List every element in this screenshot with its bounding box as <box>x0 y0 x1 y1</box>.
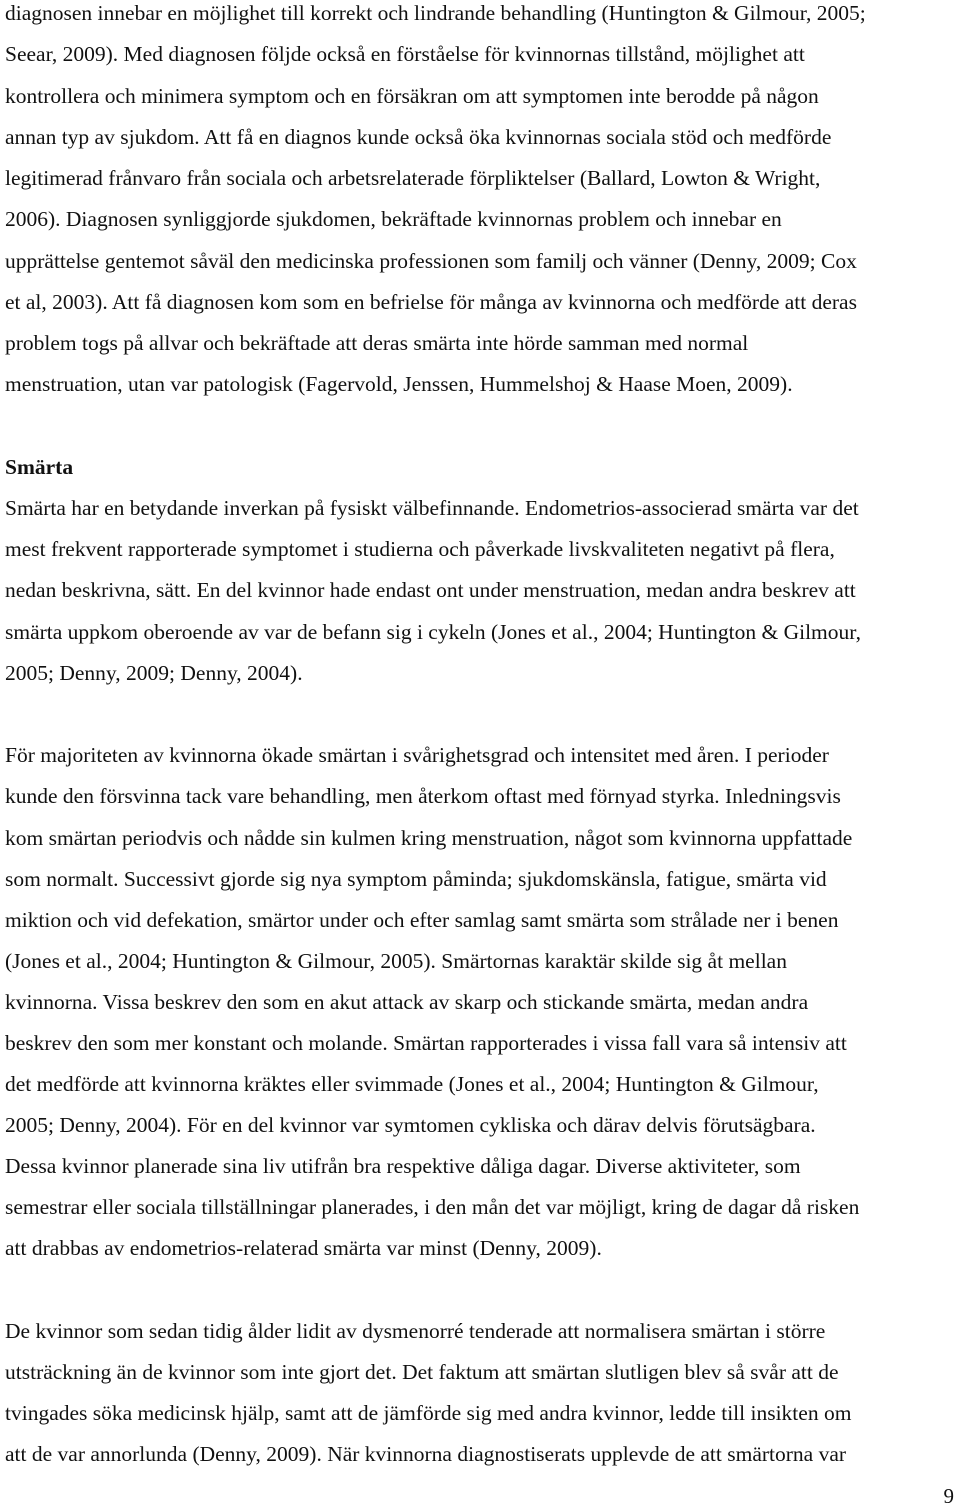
text-line: tvingades söka medicinsk hjälp, samt att de jämförde sig med andra kvinnor, ledde till insikten om <box>5 1401 852 1425</box>
text-line: kvinnorna. Vissa beskrev den som en akut attack av skarp och stickande smärta, medan andra <box>5 990 809 1014</box>
text-line: att drabbas av endometrios-relaterad smärta var minst (Denny, 2009). <box>5 1236 602 1260</box>
section-heading: Smärta <box>5 455 74 479</box>
text-line: Seear, 2009). Med diagnosen följde också en förståelse för kvinnornas tillstånd, möjlighet att <box>5 42 805 66</box>
text-line: Smärta har en betydande inverkan på fysiskt välbefinnande. Endometrios-associerad smärta var det <box>5 496 859 520</box>
text-line: nedan beskrivna, sätt. En del kvinnor hade endast ont under menstruation, medan andra beskrev att <box>5 578 856 602</box>
text-line: menstruation, utan var patologisk (Fagervold, Jenssen, Hummelshoj & Haase Moen, 2009). <box>5 372 793 396</box>
text-line: beskrev den som mer konstant och molande. Smärtan rapporterades i vissa fall vara så intensiv att <box>5 1031 847 1055</box>
text-line: som normalt. Successivt gjorde sig nya symptom påminda; sjukdomskänsla, fatigue, smärta vid <box>5 867 827 891</box>
text-line: det medförde att kvinnorna kräktes eller svimmade (Jones et al., 2004; Huntington & Gilmour, <box>5 1072 819 1096</box>
text-line: (Jones et al., 2004; Huntington & Gilmour, 2005). Smärtornas karaktär skilde sig åt mellan <box>5 949 787 973</box>
text-line: legitimerad frånvaro från sociala och arbetsrelaterade förpliktelser (Ballard, Lowton & Wright, <box>5 166 821 190</box>
text-line: et al, 2003). Att få diagnosen kom som en befrielse för många av kvinnorna och medförde att deras <box>5 290 857 314</box>
text-line: 2005; Denny, 2009; Denny, 2004). <box>5 661 303 685</box>
text-line: kom smärtan periodvis och nådde sin kulmen kring menstruation, något som kvinnorna uppfattade <box>5 826 853 850</box>
text-line: diagnosen innebar en möjlighet till korrekt och lindrande behandling (Huntington & Gilmour, 2005; <box>5 1 866 25</box>
text-line: mest frekvent rapporterade symptomet i studierna och påverkade livskvaliteten negativt på flera, <box>5 537 835 561</box>
text-line: upprättelse gentemot såväl den medicinska professionen som familj och vänner (Denny, 2009; Cox <box>5 249 857 273</box>
text-line: 2005; Denny, 2004). För en del kvinnor var symtomen cykliska och därav delvis förutsägbara. <box>5 1113 816 1137</box>
text-line: kunde den försvinna tack vare behandling, men återkom oftast med förnyad styrka. Inledningsvis <box>5 784 841 808</box>
text-line: annan typ av sjukdom. Att få en diagnos kunde också öka kvinnornas sociala stöd och medförde <box>5 125 832 149</box>
text-line: smärta uppkom oberoende av var de befann sig i cykeln (Jones et al., 2004; Huntington & Gilmour, <box>5 620 861 644</box>
text-line: 2006). Diagnosen synliggjorde sjukdomen, bekräftade kvinnornas problem och innebar en <box>5 207 782 231</box>
text-line: att de var annorlunda (Denny, 2009). När kvinnorna diagnostiserats upplevde de att smärtorna var <box>5 1442 847 1466</box>
text-line: Dessa kvinnor planerade sina liv utifrån bra respektive dåliga dagar. Diverse aktiviteter, som <box>5 1154 801 1178</box>
text-line: problem togs på allvar och bekräftade att deras smärta inte hörde samman med normal <box>5 331 749 355</box>
text-line: De kvinnor som sedan tidig ålder lidit av dysmenorré tenderade att normalisera smärtan i större <box>5 1319 826 1343</box>
page-number: 9 <box>943 1484 954 1508</box>
text-line: kontrollera och minimera symptom och en försäkran om att symptomen inte berodde på någon <box>5 84 819 108</box>
text-line: semestrar eller sociala tillställningar planerades, i den mån det var möjligt, kring de dagar då risken <box>5 1195 860 1219</box>
text-line: För majoriteten av kvinnorna ökade smärtan i svårighetsgrad och intensitet med åren. I perioder <box>5 743 829 767</box>
text-line: utsträckning än de kvinnor som inte gjort det. Det faktum att smärtan slutligen blev så svår att de <box>5 1360 839 1384</box>
text-line: miktion och vid defekation, smärtor under och efter samlag samt smärta som strålade ner i benen <box>5 908 839 932</box>
